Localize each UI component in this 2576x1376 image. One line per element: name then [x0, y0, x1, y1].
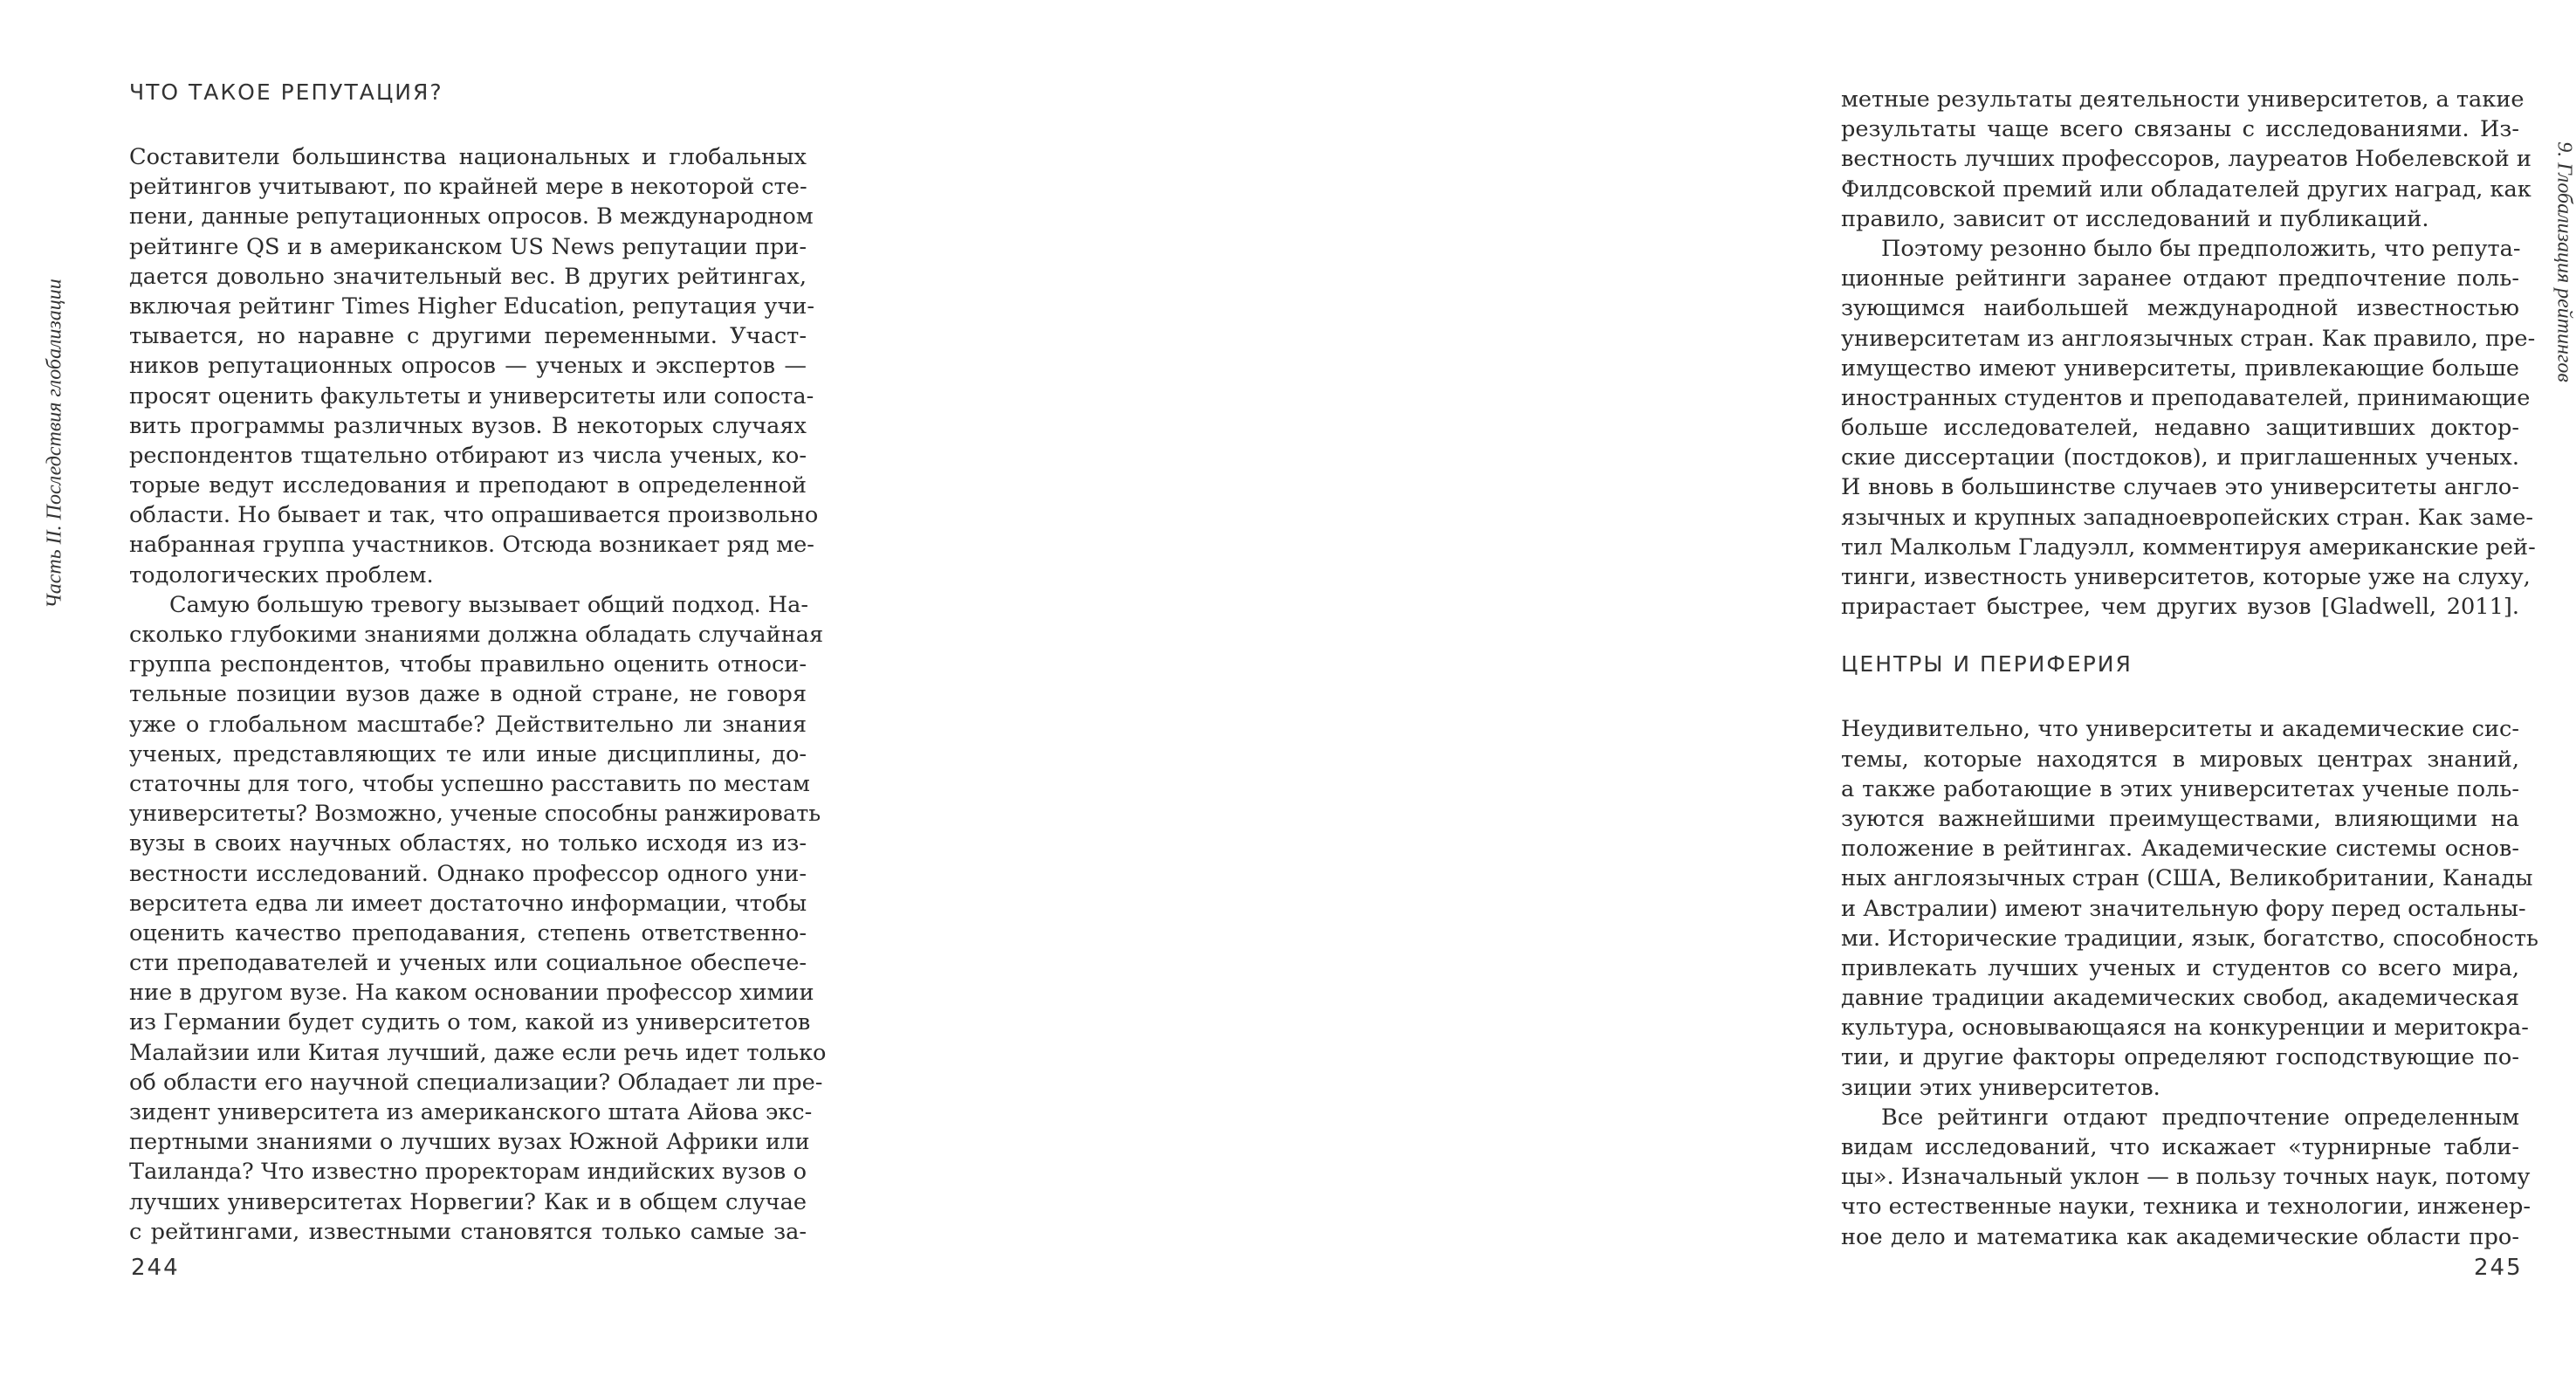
running-head-right-text: 9. Глобализация рейтингов	[2552, 141, 2576, 382]
text-line: Составители большинства национальных и глобальных	[129, 144, 807, 170]
text-line: респондентов тщательно отбирают из числа ученых, ко-	[129, 442, 807, 469]
text-line: иностранных студентов и преподавателей, принимающие	[1841, 384, 2531, 411]
text-line: включая рейтинг Times Higher Education, репутация учи-	[129, 292, 814, 320]
text-line: ми. Исторические традиции, язык, богатство, способность	[1841, 925, 2538, 952]
text-line: привлекать лучших ученых и студентов со всего мира,	[1841, 954, 2519, 981]
section-title-reputation: ЧТО ТАКОЕ РЕПУТАЦИЯ?	[129, 79, 443, 105]
left-text-column	[129, 78, 827, 1247]
text-line: рейтингов учитывают, по крайней мере в некоторой сте-	[129, 174, 807, 201]
page-number-right: 245	[2474, 1255, 2523, 1281]
text-line: а также работающие в этих университетах ученые поль-	[1841, 775, 2519, 802]
text-line: просят оценить факультеты и университеты или сопоста-	[129, 382, 814, 409]
text-line: больше исследователей, недавно защитивших доктор-	[1841, 415, 2519, 442]
text-line: правило, зависит от исследований и публикаций.	[1841, 205, 2429, 232]
text-line: области. Но бывает и так, что опрашивается произвольно	[129, 502, 819, 529]
text-line: Филдсовской премий или обладателей других наград, как	[1841, 175, 2531, 203]
text-line: об области его научной специализации? Обладает ли пре-	[129, 1069, 823, 1096]
text-line: ские диссертации (постдоков), и приглашенных ученых.	[1841, 444, 2519, 471]
text-line: И вновь в большинстве случаев это университеты англо-	[1841, 474, 2519, 501]
text-line: Неудивительно, что университеты и академические сис-	[1841, 716, 2519, 743]
right-body-text-top	[1841, 85, 2536, 622]
text-line: пени, данные репутационных опросов. В международном	[129, 203, 814, 230]
text-line: оценить качество преподавания, степень ответственно-	[129, 919, 807, 946]
text-line: университетам из англоязычных стран. Как правило, пре-	[1841, 325, 2536, 352]
text-line: Все рейтинги отдают предпочтение определенным	[1881, 1104, 2519, 1131]
text-line: зиции этих университетов.	[1841, 1074, 2160, 1101]
text-line: ников репутационных опросов — ученых и экспертов —	[129, 353, 807, 380]
text-line: имущество имеют университеты, привлекающие больше	[1841, 354, 2519, 382]
text-line: видам исследований, что искажает «турнирные табли-	[1841, 1134, 2519, 1160]
text-line: университеты? Возможно, ученые способны ранжировать	[129, 801, 821, 828]
text-line: ционные рейтинги заранее отдают предпочтение поль-	[1841, 265, 2519, 292]
section-title-centers: ЦЕНТРЫ И ПЕРИФЕРИЯ	[1841, 651, 2133, 678]
text-line: давние традиции академических свобод, академическая	[1841, 985, 2519, 1012]
running-head-left-text: Часть II. Последствия глобализации	[43, 279, 66, 609]
right-body-text-bottom	[1841, 714, 2538, 1251]
text-line: тывается, но наравне с другими переменными. Участ-	[129, 323, 807, 350]
left-body-text	[129, 142, 827, 1247]
text-line: дается довольно значительный вес. В других рейтингах,	[129, 263, 807, 290]
text-line: набранная группа участников. Отсюда возникает ряд ме-	[129, 532, 814, 559]
text-line: прирастает быстрее, чем других вузов [Gladwell, 2011].	[1841, 594, 2519, 621]
text-line: цы». Изначальный уклон — в пользу точных наук, потому	[1841, 1164, 2531, 1191]
right-text-column	[1841, 85, 2538, 1252]
text-line: сколько глубокими знаниями должна обладать случайная	[129, 622, 824, 648]
text-line: Таиланда? Что известно проректорам индийских вузов о	[129, 1159, 807, 1186]
left-page	[0, 0, 873, 1376]
text-line: Поэтому резонно было бы предположить, что репута-	[1881, 235, 2521, 262]
right-page	[873, 0, 2576, 1376]
text-line: что естественные науки, техника и технологии, инженер-	[1841, 1194, 2531, 1221]
text-line: Малайзии или Китая лучший, даже если речь идет только	[129, 1039, 827, 1066]
text-line: культура, основывающаяся на конкуренции и меритокра-	[1841, 1015, 2529, 1042]
text-line: пертными знаниями о лучших вузах Южной Африки или	[129, 1129, 810, 1156]
text-line: уже о глобальном масштабе? Действительно ли знания	[129, 711, 807, 738]
text-line: торые ведут исследования и преподают в определенной	[129, 472, 807, 499]
text-line: вить программы различных вузов. В некоторых случаях	[129, 412, 807, 439]
text-line: зидент университета из американского штата Айова экс-	[129, 1099, 813, 1125]
text-line: тинги, известность университетов, которые уже на слуху,	[1841, 564, 2531, 590]
text-line: зуются важнейшими преимуществами, влияющими на	[1841, 805, 2519, 832]
text-line: ученых, представляющих те или иные дисциплины, до-	[129, 740, 807, 767]
text-line: ное дело и математика как академические области про-	[1841, 1223, 2519, 1250]
text-line: язычных и крупных западноевропейских стран. Как заме-	[1841, 504, 2533, 531]
text-line: сти преподавателей и ученых или социальное обеспече-	[129, 950, 807, 977]
page-number-left: 244	[131, 1255, 180, 1281]
text-line: рейтинге QS и в американском US News репутации при-	[129, 233, 807, 260]
text-line: ние в другом вузе. На каком основании профессор химии	[129, 980, 814, 1007]
text-line: темы, которые находятся в мировых центрах знаний,	[1841, 746, 2519, 773]
text-line: метные результаты деятельности университетов, а такие	[1841, 86, 2524, 113]
text-line: тил Малкольм Гладуэлл, комментируя американские рей-	[1841, 533, 2536, 561]
text-line: тии, и другие факторы определяют господствующие по-	[1841, 1044, 2519, 1071]
text-line: положение в рейтингах. Академические системы основ-	[1841, 836, 2519, 863]
text-line: Самую большую тревогу вызывает общий подход. На-	[169, 591, 809, 618]
text-line: с рейтингами, известными становятся только самые за-	[129, 1218, 807, 1245]
text-line: вестность лучших профессоров, лауреатов Нобелевской и	[1841, 146, 2531, 173]
text-line: статочны для того, чтобы успешно расставить по местам	[129, 770, 810, 797]
text-line: вузы в своих научных областях, но только исходя из из-	[129, 830, 807, 857]
text-line: тельные позиции вузов даже в одной стране, не говоря	[129, 681, 807, 708]
text-line: и Австралии) имеют значительную фору перед остальны-	[1841, 895, 2526, 922]
text-line: результаты чаще всего связаны с исследованиями. Из-	[1841, 116, 2519, 143]
text-line: группа респондентов, чтобы правильно оценить относи-	[129, 651, 807, 678]
text-line: верситета едва ли имеет достаточно информации, чтобы	[129, 890, 807, 917]
text-line: из Германии будет судить о том, какой из университетов	[129, 1009, 811, 1036]
text-line: зующимся наибольшей международной известностью	[1841, 295, 2519, 322]
text-line: ных англоязычных стран (США, Великобритании, Канады	[1841, 865, 2533, 892]
text-line: лучших университетах Норвегии? Как и в общем случае	[129, 1188, 807, 1215]
text-line: тодологических проблем.	[129, 561, 434, 588]
text-line: вестности исследований. Однако профессор одного уни-	[129, 860, 807, 887]
